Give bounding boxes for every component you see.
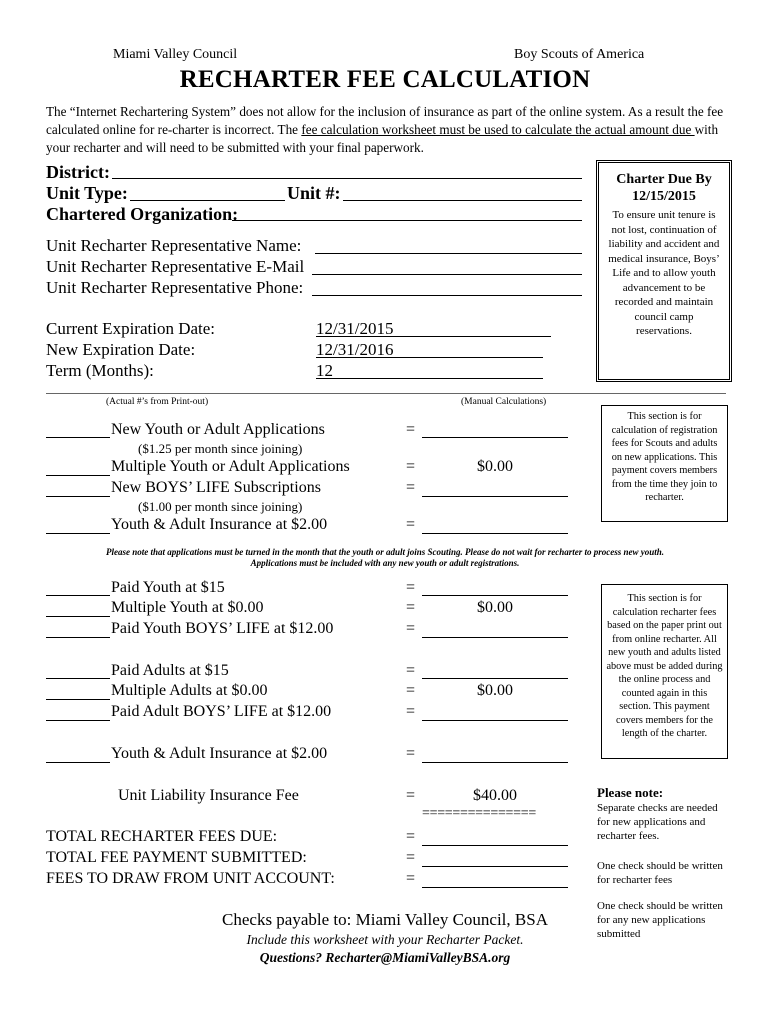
district-field[interactable] [112,178,582,179]
equals-sign: = [406,703,416,720]
paid-adults-label: Paid Adults at $15 [111,662,229,679]
term-line [316,378,543,379]
equals-sign: = [406,828,416,845]
boyslife-new-label: New BOYS’ LIFE Subscriptions [111,479,321,496]
new-insurance-label: Youth & Adult Insurance at $2.00 [111,516,328,533]
new-insurance-count-field[interactable] [46,533,110,534]
equals-sign: = [406,599,416,616]
total-submitted-label: TOTAL FEE PAYMENT SUBMITTED: [46,849,307,866]
rep-email-label: Unit Recharter Representative E-Mail [46,257,305,276]
recharter-insurance-count-field[interactable] [46,762,110,763]
equals-sign: = [406,787,416,804]
please-note-applications-check: One check should be written for any new applications submitted [597,900,723,940]
questions-contact: Questions? Recharter@MiamiValleyBSA.org [259,950,511,965]
actual-column-label: (Actual #’s from Print-out) [106,397,209,407]
charter-due-date: 12/15/2015 [632,189,696,204]
equals-sign: = [406,870,416,887]
multiple-youth-amount: $0.00 [477,599,513,616]
multiple-apps-label: Multiple Youth or Adult Applications [111,458,350,475]
intro-paragraph [46,103,736,157]
boyslife-new-count-field[interactable] [46,496,110,497]
new-expiration-value: 12/31/2016 [316,340,394,359]
chartered-org-label: Chartered Organization: [46,204,239,224]
equals-sign: = [406,479,416,496]
unit-type-field[interactable] [130,200,285,201]
new-apps-info-box [601,405,728,522]
unit-number-field[interactable] [343,200,582,201]
checks-payable: Checks payable to: Miami Valley Council, BSA [222,910,548,929]
paid-adults-count-field[interactable] [46,678,110,679]
rep-email-field[interactable] [312,274,582,275]
equals-sign: = [406,662,416,679]
organization-name: Boy Scouts of America [514,47,645,62]
equals-sign: = [406,421,416,438]
multiple-adults-count-field[interactable] [46,699,110,700]
adult-boyslife-amount-field[interactable] [422,720,568,721]
charter-due-label: Charter Due By [616,172,712,187]
new-apps-count-field[interactable] [46,437,110,438]
new-expiration-label: New Expiration Date: [46,340,196,359]
youth-boyslife-label: Paid Youth BOYS’ LIFE at $12.00 [111,620,334,637]
double-rule: =============== [422,806,536,821]
current-expiration-label: Current Expiration Date: [46,319,216,338]
boyslife-new-amount-field[interactable] [422,496,568,497]
paid-youth-amount-field[interactable] [422,595,568,596]
charter-due-title [599,171,729,205]
total-due-field[interactable] [422,845,568,846]
new-apps-amount-field[interactable] [422,437,568,438]
multiple-youth-label: Multiple Youth at $0.00 [111,599,264,616]
include-worksheet: Include this worksheet with your Recharter Packet. [246,932,524,947]
unit-number-label: Unit #: [287,183,341,203]
rep-phone-field[interactable] [312,295,582,296]
new-apps-info-text: This section is for calculation of registration fees for Scouts and adults on new applications. This payment covers members from the time they join to recharter. [611,411,718,503]
youth-boyslife-count-field[interactable] [46,637,110,638]
unit-type-label: Unit Type: [46,183,128,203]
please-note-title: Please note: [597,785,664,800]
rep-phone-label: Unit Recharter Representative Phone: [46,278,304,297]
equals-sign: = [406,682,416,699]
recharter-insurance-amount-field[interactable] [422,762,568,763]
fees-to-draw-field[interactable] [422,887,568,888]
liability-label: Unit Liability Insurance Fee [118,787,299,804]
rep-name-label: Unit Recharter Representative Name: [46,236,302,255]
term-label: Term (Months): [46,361,154,380]
intro-underlined: fee calculation worksheet must be used to calculate the actual amount due [301,122,695,137]
new-apps-label: New Youth or Adult Applications [111,421,325,438]
new-expiration-line [316,357,543,358]
current-expiration-line [316,336,551,337]
intro-text-1: The “Internet Rechartering System” does not allow for the inclusion of insurance as part of the online system. As a result the fee calculated online for re-charter is incorrect. The [46,104,724,137]
rep-name-field[interactable] [315,253,582,254]
multiple-youth-count-field[interactable] [46,616,110,617]
paid-adults-amount-field[interactable] [422,678,568,679]
equals-sign: = [406,516,416,533]
total-submitted-field[interactable] [422,866,568,867]
warning-note-2: Applications must be included with any new youth or adult registrations. [250,558,520,568]
paid-youth-label: Paid Youth at $15 [111,579,225,596]
recharter-insurance-label: Youth & Adult Insurance at $2.00 [111,745,328,762]
new-insurance-amount-field[interactable] [422,533,568,534]
chartered-org-field[interactable] [232,220,582,221]
fees-to-draw-label: FEES TO DRAW FROM UNIT ACCOUNT: [46,870,335,887]
youth-boyslife-amount-field[interactable] [422,637,568,638]
page-title: RECHARTER FEE CALCULATION [179,66,591,93]
district-label: District: [46,162,110,182]
adult-boyslife-count-field[interactable] [46,720,110,721]
section-divider [46,393,726,394]
current-expiration-value: 12/31/2015 [316,319,394,338]
paid-youth-count-field[interactable] [46,595,110,596]
multiple-apps-amount: $0.00 [477,458,513,475]
equals-sign: = [406,620,416,637]
charter-due-text: To ensure unit tenure is not lost, continuation of liability and accident and medical insurance, Boys’ Life and to allow youth advancement to be recorded and maintain council camp reservations. [608,209,720,337]
equals-sign: = [406,849,416,866]
intro-text-2: with your recharter and will need to be submitted with your final paperwork. [46,122,719,155]
total-due-label: TOTAL RECHARTER FEES DUE: [46,828,278,845]
equals-sign: = [406,458,416,475]
please-note-separate-checks: Separate checks are needed for new applications and recharter fees. [597,802,718,842]
multiple-adults-amount: $0.00 [477,682,513,699]
term-value: 12 [316,361,333,380]
equals-sign: = [406,579,416,596]
multiple-apps-count-field[interactable] [46,475,110,476]
warning-note-1: Please note that applications must be turned in the month that the youth or adult joins Scouting. Please do not wait for recharter to process new youth. [105,547,665,557]
adult-boyslife-label: Paid Adult BOYS’ LIFE at $12.00 [111,703,332,720]
multiple-adults-label: Multiple Adults at $0.00 [111,682,268,699]
council-name: Miami Valley Council [113,47,238,62]
boyslife-new-rate: ($1.00 per month since joining) [138,499,303,514]
new-apps-rate: ($1.25 per month since joining) [138,441,303,456]
please-note-recharter-check: One check should be written for recharter fees [597,860,723,886]
equals-sign: = [406,745,416,762]
liability-amount: $40.00 [473,787,517,804]
recharter-info-text: This section is for calculation recharter fees based on the paper print out from online recharter. All new youth and adults listed above must be added during the online process and counted again in this section. This payment covers members for the length of the charter. [606,593,723,739]
recharter-info-box [601,584,728,759]
charter-due-box [596,160,732,382]
manual-column-label: (Manual Calculations) [461,397,547,407]
